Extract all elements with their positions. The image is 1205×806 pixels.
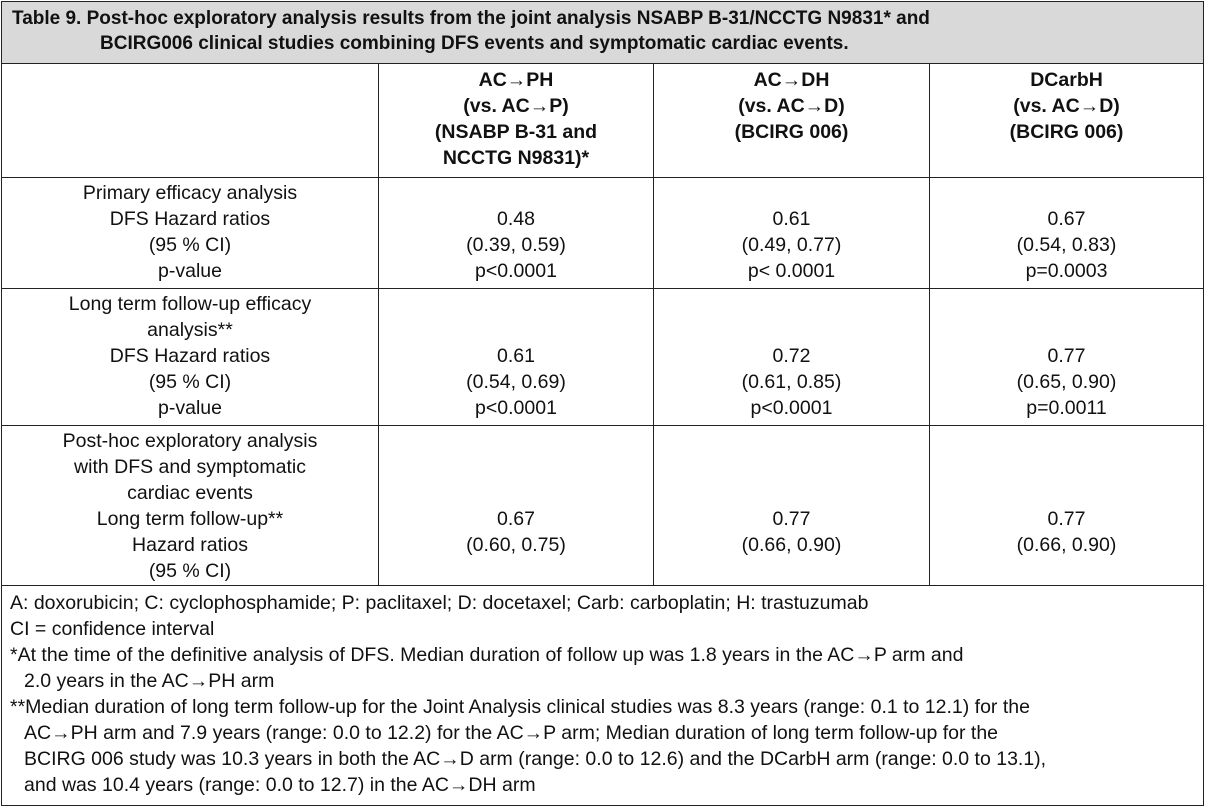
value-cell xyxy=(654,289,930,426)
table-container xyxy=(1,1,1203,804)
row-label-line: Long term follow-up efficacy xyxy=(68,293,312,315)
hazard-ratio: 0.67 xyxy=(1047,208,1086,230)
row-label-line: Primary efficacy analysis xyxy=(82,182,298,204)
table-footnotes xyxy=(2,586,1204,806)
header-empty-cell xyxy=(2,64,379,178)
footnote-single-star: *At the time of the definitive analysis of DFS. Median duration of follow up was 1.8 years in the AC→P arm and xyxy=(10,644,964,666)
row-label-line: (95 % CI) xyxy=(148,560,232,582)
footnote-double-star: **Median duration of long term follow-up for the Joint Analysis clinical studies was 8.3 years (range: 0.1 to 12.1) for the xyxy=(10,696,1030,718)
p-value: p< 0.0001 xyxy=(747,260,836,282)
footnote-double-star-cont: AC→PH arm and 7.9 years (range: 0.0 to 12.2) for the AC→P arm; Median duration of long term follow-up for the xyxy=(24,722,999,744)
p-value: p<0.0001 xyxy=(475,260,557,282)
row-label-line: DFS Hazard ratios xyxy=(109,345,271,367)
footnote-abbreviations: A: doxorubicin; C: cyclophosphamide; P: paclitaxel; D: docetaxel; Carb: carboplatin; H: trastuzumab xyxy=(10,592,869,614)
value-cell xyxy=(930,178,1204,289)
hazard-ratio: 0.77 xyxy=(1047,508,1086,530)
table-row-primary-efficacy xyxy=(2,178,1204,289)
caption-line-1: Table 9. Post-hoc exploratory analysis results from the joint analysis NSABP B-31/NCCTG N9831* and xyxy=(12,8,930,29)
confidence-interval: (0.49, 0.77) xyxy=(741,234,842,256)
p-value: p<0.0001 xyxy=(750,397,833,419)
hazard-ratio: 0.61 xyxy=(497,345,535,367)
footnotes-row xyxy=(2,586,1204,806)
hazard-ratio: 0.72 xyxy=(772,345,811,367)
caption-line-2: BCIRG006 clinical studies combining DFS events and symptomatic cardiac events. xyxy=(100,33,849,54)
value-cell xyxy=(379,289,654,426)
footnote-double-star-cont: BCIRG 006 study was 10.3 years in both the AC→D arm (range: 0.0 to 12.6) and the DCarbH arm (range: 0.0 to 13.1), xyxy=(24,748,1047,770)
row-label-long-term-efficacy xyxy=(2,289,379,426)
row-label-line: p-value xyxy=(158,397,222,419)
column-header-line: (vs. AC→D) xyxy=(738,95,845,117)
p-value: p<0.0001 xyxy=(475,397,557,419)
row-label-line: Hazard ratios xyxy=(132,534,248,556)
value-cell xyxy=(379,426,654,586)
row-label-line: Post-hoc exploratory analysis xyxy=(62,430,318,452)
hazard-ratio: 0.48 xyxy=(497,208,535,230)
column-header-acph xyxy=(379,64,654,178)
column-header-line: (NSABP B-31 and xyxy=(434,121,598,143)
value-cell xyxy=(930,426,1204,586)
confidence-interval: (0.39, 0.59) xyxy=(466,234,566,256)
table-caption xyxy=(2,2,1204,64)
column-header-line: DCarbH xyxy=(1030,69,1103,91)
confidence-interval: (0.60, 0.75) xyxy=(466,534,566,556)
confidence-interval: (0.61, 0.85) xyxy=(741,371,842,393)
row-label-line: p-value xyxy=(158,260,222,282)
value-cell xyxy=(379,178,654,289)
row-label-line: Long term follow-up** xyxy=(96,508,284,530)
footnote-double-star-cont: and was 10.4 years (range: 0.0 to 12.7) in the AC→DH arm xyxy=(24,774,536,796)
row-label-line: DFS Hazard ratios xyxy=(109,208,271,230)
row-label-line: cardiac events xyxy=(127,482,253,504)
row-label-post-hoc xyxy=(2,426,379,586)
results-table xyxy=(1,1,1204,806)
confidence-interval: (0.66, 0.90) xyxy=(1016,534,1117,556)
footnote-ci: CI = confidence interval xyxy=(10,618,215,640)
row-label-line: analysis** xyxy=(147,319,233,341)
value-cell xyxy=(654,426,930,586)
p-value: p=0.0011 xyxy=(1026,397,1107,419)
value-cell xyxy=(654,178,930,289)
table-row-long-term-efficacy xyxy=(2,289,1204,426)
header-row xyxy=(2,64,1204,178)
hazard-ratio: 0.67 xyxy=(497,508,535,530)
column-header-line: (BCIRG 006) xyxy=(1009,121,1124,143)
hazard-ratio: 0.61 xyxy=(772,208,811,230)
footnote-single-star-cont: 2.0 years in the AC→PH arm xyxy=(24,670,275,692)
confidence-interval: (0.54, 0.83) xyxy=(1016,234,1117,256)
column-header-line: NCCTG N9831)* xyxy=(442,147,590,169)
row-label-line: (95 % CI) xyxy=(148,371,232,393)
hazard-ratio: 0.77 xyxy=(1047,345,1086,367)
confidence-interval: (0.65, 0.90) xyxy=(1016,371,1117,393)
value-cell xyxy=(930,289,1204,426)
row-label-line: with DFS and symptomatic xyxy=(74,456,306,478)
column-header-line: (vs. AC→P) xyxy=(463,95,569,117)
table-row-post-hoc xyxy=(2,426,1204,586)
column-header-line: (BCIRG 006) xyxy=(734,121,849,143)
row-label-line: (95 % CI) xyxy=(148,234,232,256)
column-header-acdh xyxy=(654,64,930,178)
column-header-dcarbh xyxy=(930,64,1204,178)
confidence-interval: (0.54, 0.69) xyxy=(466,371,566,393)
hazard-ratio: 0.77 xyxy=(772,508,811,530)
row-label-primary-efficacy xyxy=(2,178,379,289)
column-header-line: (vs. AC→D) xyxy=(1013,95,1120,117)
p-value: p=0.0003 xyxy=(1025,260,1108,282)
column-header-line: AC→PH xyxy=(478,69,554,91)
column-header-line: AC→DH xyxy=(753,69,830,91)
confidence-interval: (0.66, 0.90) xyxy=(741,534,842,556)
